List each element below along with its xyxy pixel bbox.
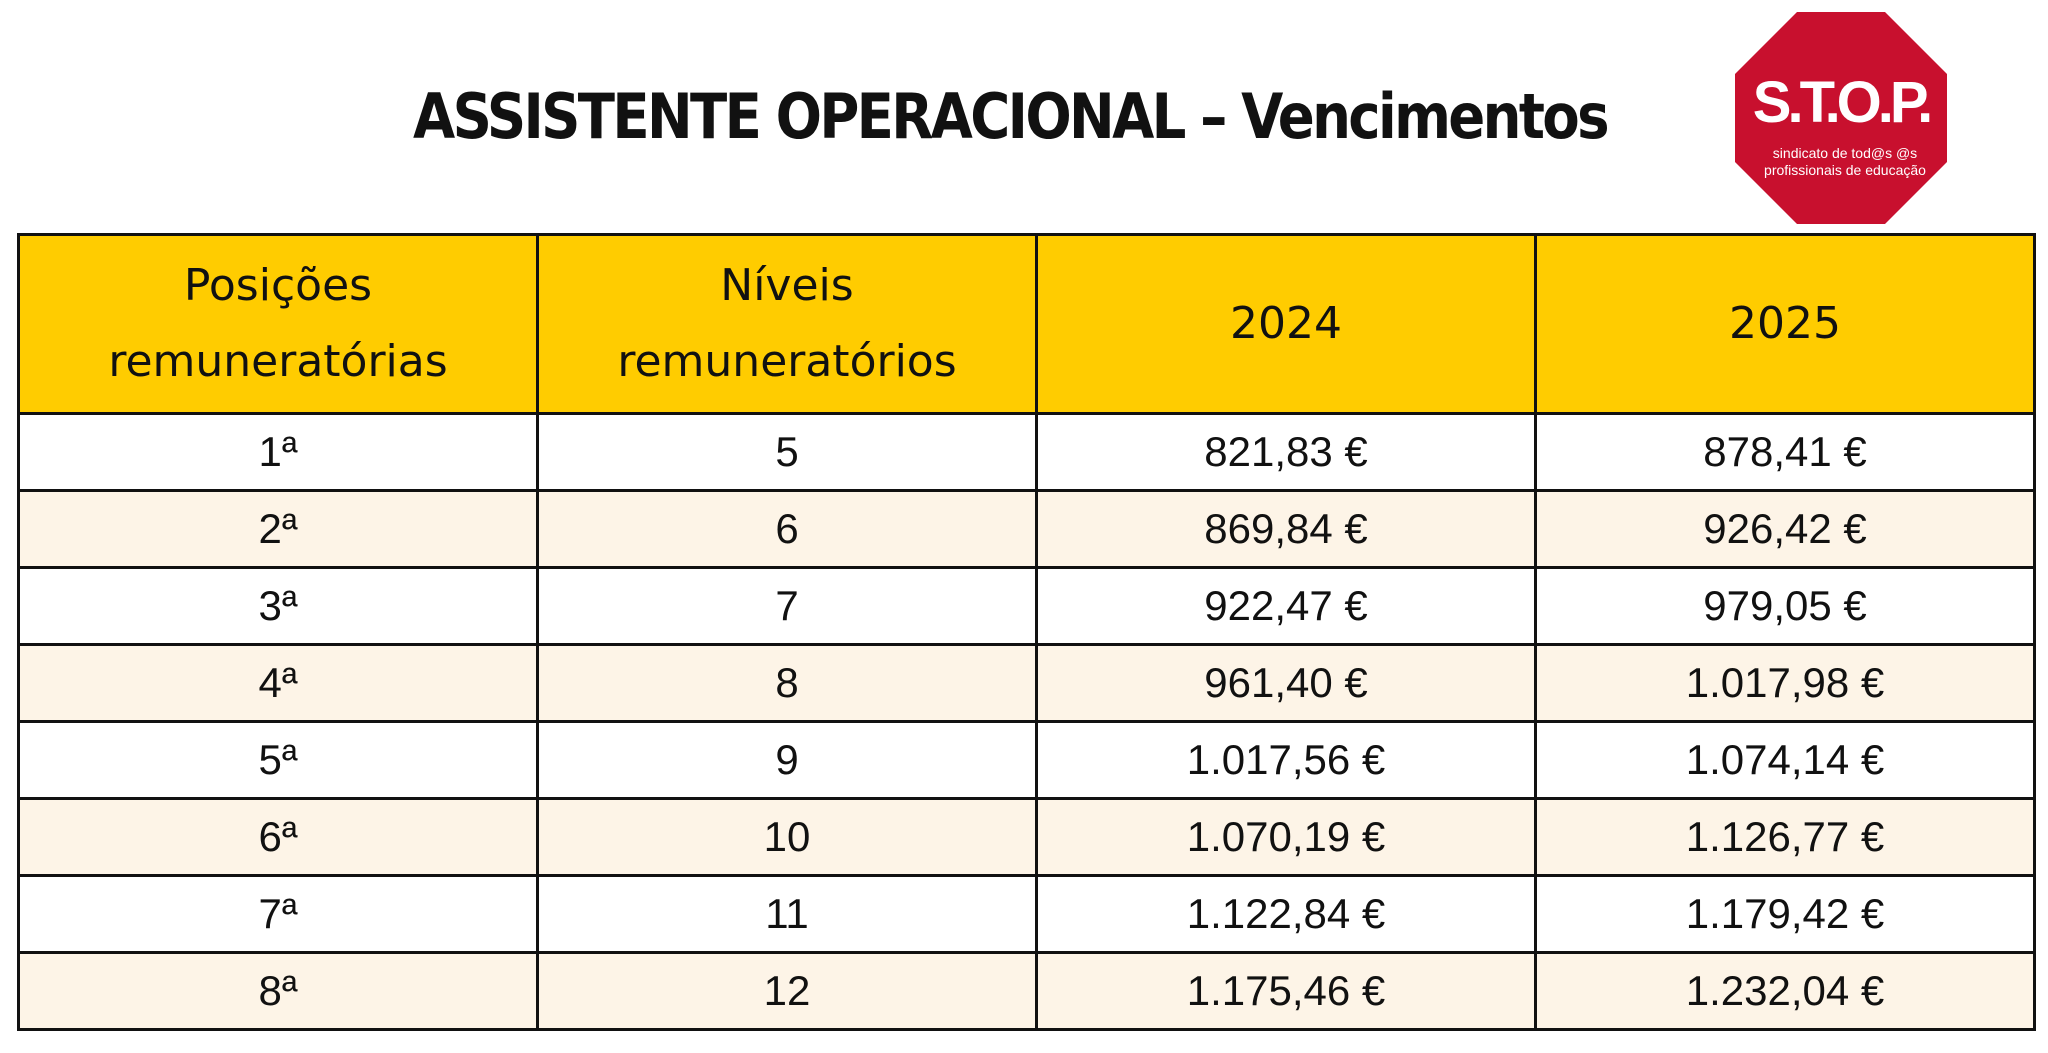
cell-level: 12: [538, 953, 1037, 1030]
cell-level: 9: [538, 722, 1037, 799]
cell-position: 7ª: [19, 876, 538, 953]
cell-level: 8: [538, 645, 1037, 722]
cell-salary-2024: 922,47 €: [1037, 568, 1536, 645]
cell-salary-2024: 961,40 €: [1037, 645, 1536, 722]
header-levels-line1: Níveis: [720, 260, 854, 311]
cell-salary-2024: 821,83 €: [1037, 414, 1536, 491]
cell-salary-2025: 1.074,14 €: [1536, 722, 2035, 799]
cell-level: 7: [538, 568, 1037, 645]
cell-salary-2025: 878,41 €: [1536, 414, 2035, 491]
table-row: [19, 722, 2035, 799]
cell-position: 5ª: [19, 722, 538, 799]
cell-position: 6ª: [19, 799, 538, 876]
cell-salary-2025: 1.017,98 €: [1536, 645, 2035, 722]
cell-salary-2025: 1.126,77 €: [1536, 799, 2035, 876]
table-row: [19, 568, 2035, 645]
cell-salary-2024: 1.070,19 €: [1037, 799, 1536, 876]
cell-position: 4ª: [19, 645, 538, 722]
header-year-2025: [1536, 235, 2035, 414]
cell-level: 10: [538, 799, 1037, 876]
cell-salary-2024: 1.175,46 €: [1037, 953, 1536, 1030]
header-positions-line2: remuneratórias: [108, 336, 448, 387]
table-row: [19, 491, 2035, 568]
cell-salary-2025: 926,42 €: [1536, 491, 2035, 568]
header-year-2025-label: 2025: [1729, 298, 1841, 349]
table-row: [19, 799, 2035, 876]
table-header-row: [19, 235, 2035, 414]
table-row: [19, 876, 2035, 953]
cell-position: 2ª: [19, 491, 538, 568]
logo-main-text: S.T.O.P.: [1752, 70, 1930, 135]
logo-subtitle-line2: profissionais de educação: [1764, 162, 1926, 178]
logo-subtitle-line1: sindicato de tod@s @s: [1772, 145, 1918, 161]
header-levels: [538, 235, 1037, 414]
cell-salary-2025: 979,05 €: [1536, 568, 2035, 645]
table-row: [19, 645, 2035, 722]
cell-salary-2025: 1.179,42 €: [1536, 876, 2035, 953]
cell-position: 8ª: [19, 953, 538, 1030]
header-year-2024-label: 2024: [1230, 298, 1342, 349]
stop-logo: [1735, 12, 1947, 224]
header-positions-line1: Posições: [183, 260, 373, 311]
salary-table: [17, 233, 2036, 1031]
cell-level: 6: [538, 491, 1037, 568]
cell-level: 11: [538, 876, 1037, 953]
cell-position: 1ª: [19, 414, 538, 491]
header-positions: [19, 235, 538, 414]
cell-salary-2024: 869,84 €: [1037, 491, 1536, 568]
header-levels-line2: remuneratórios: [617, 336, 957, 387]
cell-level: 5: [538, 414, 1037, 491]
table-row: [19, 953, 2035, 1030]
header-year-2024: [1037, 235, 1536, 414]
cell-salary-2024: 1.122,84 €: [1037, 876, 1536, 953]
cell-salary-2025: 1.232,04 €: [1536, 953, 2035, 1030]
table-row: [19, 414, 2035, 491]
page-title: ASSISTENTE OPERACIONAL – Vencimentos: [413, 80, 1607, 153]
cell-salary-2024: 1.017,56 €: [1037, 722, 1536, 799]
cell-position: 3ª: [19, 568, 538, 645]
